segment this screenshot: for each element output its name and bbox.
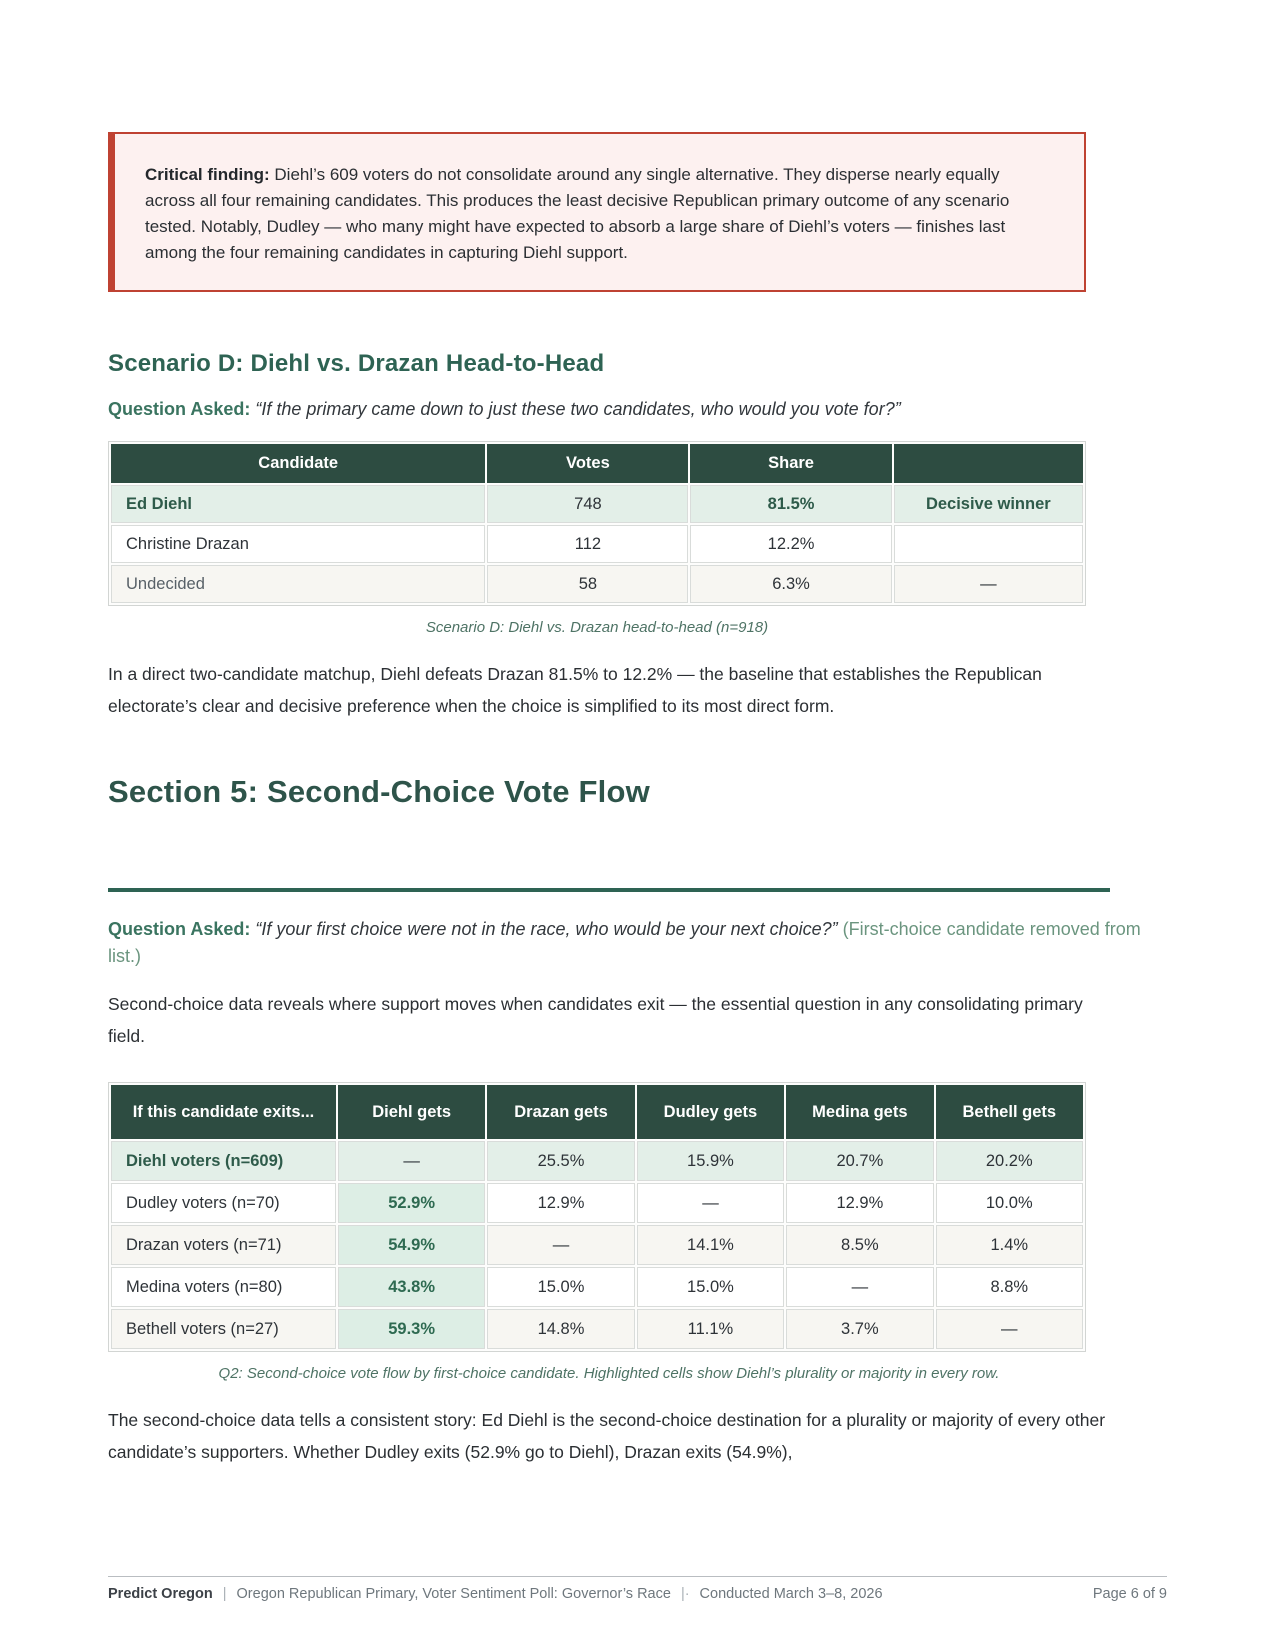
cell-value: 12.9% [487, 1183, 634, 1223]
column-header-note [894, 444, 1083, 483]
table-row-bethell-voters [111, 1309, 1083, 1349]
cell-value: 8.5% [786, 1225, 933, 1265]
section-5-intro: Second-choice data reveals where support moves when candidates exit — the essential question in any consolidating primary field. [108, 994, 1083, 1046]
cell-row-label: Bethell voters (n=27) [111, 1309, 336, 1349]
cell-row-label: Diehl voters (n=609) [111, 1141, 336, 1181]
callout-text: Diehl’s 609 voters do not consolidate around any single alternative. They disperse nearly equally across all four remaining candidates. This produces the least decisive Republican primary outcome of any scenario tested. Notably, Dudley — who many might have expected to absorb a large share of Diehl’s voters — finishes last among the four remaining candidates in capturing Diehl support. [145, 165, 1010, 262]
cell-value: — [936, 1309, 1083, 1349]
cell-value: 10.0% [936, 1183, 1083, 1223]
cell-note: Decisive winner [894, 485, 1083, 523]
section-5-question [108, 916, 1167, 970]
cell-value: 20.7% [786, 1141, 933, 1181]
cell-votes: 58 [487, 565, 688, 603]
cell-value-highlighted: 59.3% [338, 1309, 485, 1349]
cell-votes: 112 [487, 525, 688, 563]
column-header-diehl-gets: Diehl gets [338, 1085, 485, 1139]
table-row-undecided [111, 565, 1083, 603]
cell-value: 12.9% [786, 1183, 933, 1223]
cell-value: — [786, 1267, 933, 1307]
cell-share: 81.5% [690, 485, 891, 523]
cell-value: — [487, 1225, 634, 1265]
table-row-drazan-voters [111, 1225, 1083, 1265]
scenario-d-question [108, 396, 1167, 423]
cell-row-label: Dudley voters (n=70) [111, 1183, 336, 1223]
cell-value: — [338, 1141, 485, 1181]
cell-votes: 748 [487, 485, 688, 523]
table-row-ed-diehl [111, 485, 1083, 523]
table-header-row [111, 444, 1083, 483]
cell-value: 15.9% [637, 1141, 784, 1181]
cell-row-label: Medina voters (n=80) [111, 1267, 336, 1307]
second-choice-table-caption: Q2: Second-choice vote flow by first-choice candidate. Highlighted cells show Diehl’s plurality or majority in every row. [218, 1365, 1000, 1382]
scenario-d-analysis: In a direct two-candidate matchup, Diehl defeats Drazan 81.5% to 12.2% — the baseline that establishes the Republican electorate’s clear and decisive preference when the choice is simplified to its most direct form. [108, 664, 1042, 716]
cell-candidate: Ed Diehl [111, 485, 485, 523]
cell-row-label: Drazan voters (n=71) [111, 1225, 336, 1265]
footer-page-number: Page 6 of 9 [1092, 1586, 1167, 1602]
cell-value: 25.5% [487, 1141, 634, 1181]
table-row-diehl-voters [111, 1141, 1083, 1181]
question-note: (First-choice candidate removed from list.) [108, 919, 1141, 966]
column-header-share: Share [690, 444, 891, 483]
column-header-candidate: Candidate [111, 444, 485, 483]
cell-value-highlighted: 52.9% [338, 1183, 485, 1223]
question-label: Question Asked: [108, 399, 251, 419]
cell-note [894, 525, 1083, 563]
scenario-d-table [108, 441, 1086, 606]
cell-value: 15.0% [637, 1267, 784, 1307]
column-header-dudley-gets: Dudley gets [637, 1085, 784, 1139]
column-header-bethell-gets: Bethell gets [936, 1085, 1083, 1139]
footer-separator: | [222, 1586, 227, 1602]
footer-conducted-date: Conducted March 3–8, 2026 [699, 1586, 883, 1602]
cell-note: — [894, 565, 1083, 603]
table-row-medina-voters [111, 1267, 1083, 1307]
section-5-analysis: The second-choice data tells a consistent story: Ed Diehl is the second-choice destination for a plurality or majority of every other candidate’s supporters. Whether Dudley exits (52.9% go to Diehl), Drazan exits (54.9%), [108, 1410, 1106, 1462]
critical-finding-callout [108, 132, 1086, 292]
cell-share: 12.2% [690, 525, 891, 563]
second-choice-table [108, 1082, 1086, 1352]
footer-separator: |· [680, 1586, 690, 1602]
callout-label: Critical finding: [145, 165, 270, 184]
cell-value: 14.1% [637, 1225, 784, 1265]
column-header-drazan-gets: Drazan gets [487, 1085, 634, 1139]
cell-value: 3.7% [786, 1309, 933, 1349]
cell-candidate: Christine Drazan [111, 525, 485, 563]
cell-value: — [637, 1183, 784, 1223]
cell-value: 14.8% [487, 1309, 634, 1349]
table-row-christine-drazan [111, 525, 1083, 563]
question-quote: “If the primary came down to just these two candidates, who would you vote for?” [255, 399, 901, 419]
section-5-heading: Section 5: Second-Choice Vote Flow [108, 774, 650, 809]
question-label: Question Asked: [108, 919, 251, 939]
cell-value-highlighted: 54.9% [338, 1225, 485, 1265]
column-header-votes: Votes [487, 444, 688, 483]
section-divider [108, 888, 1110, 892]
table-header-row [111, 1085, 1083, 1139]
cell-value: 11.1% [637, 1309, 784, 1349]
column-header-exits: If this candidate exits... [111, 1085, 336, 1139]
cell-value: 15.0% [487, 1267, 634, 1307]
column-header-medina-gets: Medina gets [786, 1085, 933, 1139]
cell-value-highlighted: 43.8% [338, 1267, 485, 1307]
scenario-d-heading: Scenario D: Diehl vs. Drazan Head-to-Head [108, 350, 605, 377]
footer-brand: Predict Oregon [108, 1586, 213, 1602]
cell-value: 8.8% [936, 1267, 1083, 1307]
cell-value: 1.4% [936, 1225, 1083, 1265]
question-quote: “If your first choice were not in the race, who would be your next choice?” [255, 919, 838, 939]
table-row-dudley-voters [111, 1183, 1083, 1223]
cell-value: 20.2% [936, 1141, 1083, 1181]
scenario-d-table-caption: Scenario D: Diehl vs. Drazan head-to-head (n=918) [425, 619, 769, 636]
footer-doc-title: Oregon Republican Primary, Voter Sentiment Poll: Governor’s Race [236, 1586, 671, 1602]
cell-candidate: Undecided [111, 565, 485, 603]
page-footer [108, 1576, 1167, 1602]
cell-share: 6.3% [690, 565, 891, 603]
